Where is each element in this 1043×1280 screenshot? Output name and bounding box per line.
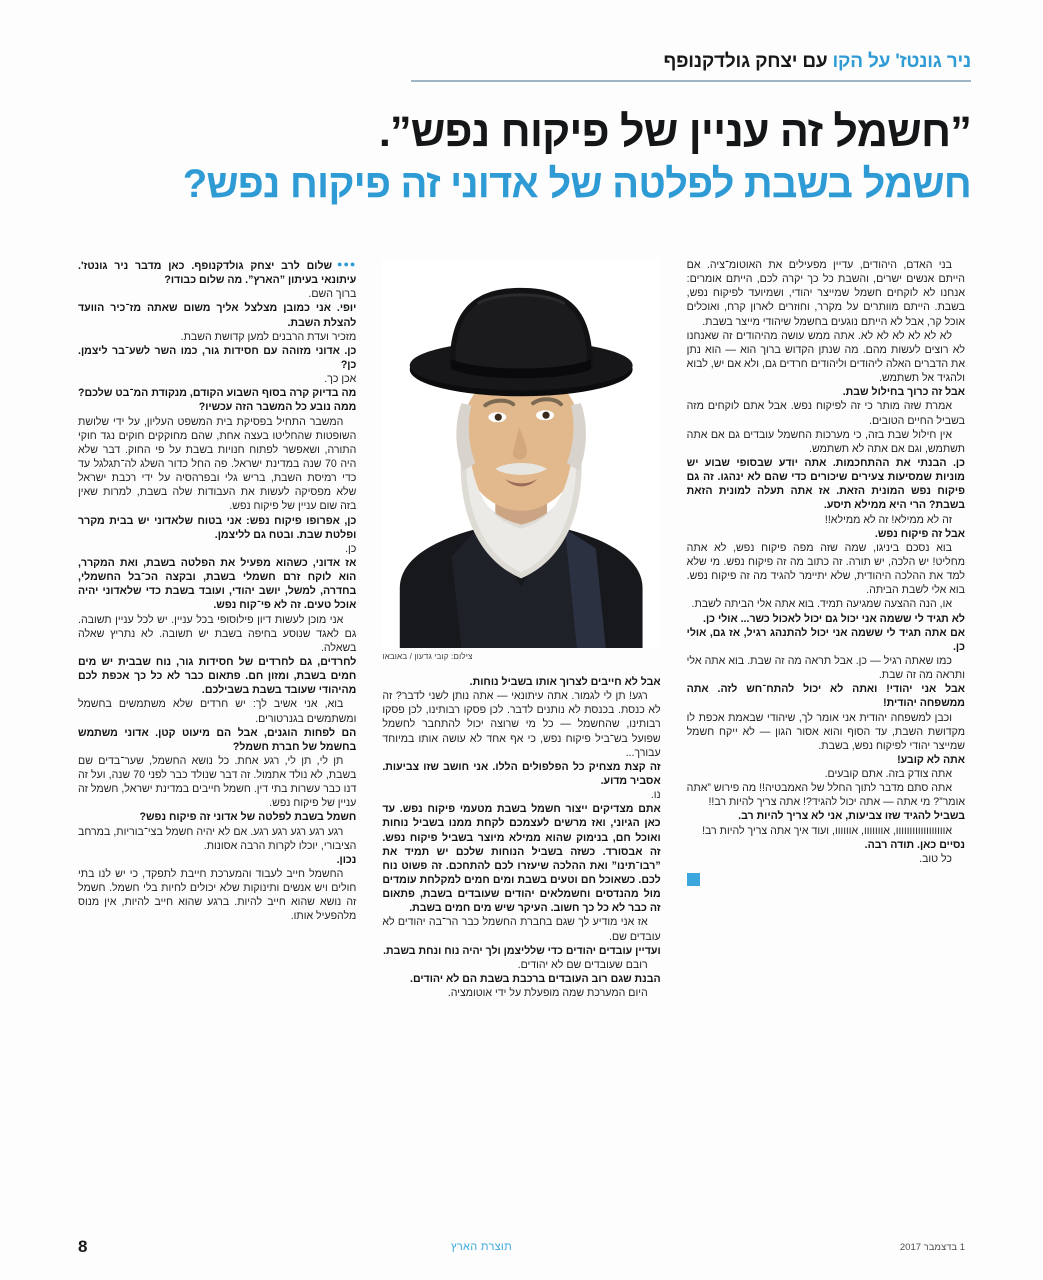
article-paragraph	[687, 682, 965, 710]
paragraph-text: אבל זה כרוך בחילול שבת.	[842, 386, 965, 399]
paragraph-text: זה קצת מצחיק כל הפלפולים הללו. אני חושב שזו צביעות. אסביר מדוע.	[382, 760, 661, 787]
paragraph-text: רובם שעובדים שם לא יהודים.	[517, 958, 648, 971]
paragraph-text: אתה צודק בזה. אתם קובעים.	[824, 768, 952, 781]
paragraph-text: אבל לא חייבים לצרוך אותו בשביל נוחות.	[469, 676, 661, 688]
paragraph-text: אז אדוני, כשהוא מפעיל את הפלטה בשבת, ואת המקרר, הוא לוקח זרם חשמלי בשבת, ובקצה הכ־בל החשמלי, בחדרה, למשל, יושב יהודי, ועובד בשבת כדי שלאדוני יהיה אוכל טעים. זה לא פי־קוח נפש.	[78, 556, 357, 612]
article-paragraph	[687, 612, 965, 626]
article-paragraph	[687, 513, 965, 527]
article-paragraph	[687, 258, 965, 329]
paragraph-text: אתם מצדיקים ייצור חשמל בשבת מטעמי פיקוח נפש. עד כאן הגיוני, ואז מרשים לעצמכם לקחת ממנו בשביל נוחות ואוכל חם, בנימוק שהוא ממילא מיוצר בשביל פיקוח נפש. זה אבסורד. כשזה בשביל הנוחות שלכם יש תמיד את ”רבו־תינו” ואת ההלכה שיעזרו לכם להתחכם. זה פשוט נוח לכם. כשאוכל חם וטעים בשבת ומים חמים למקלחת עומדים מול מהנדסים וחשמלאים יהודים שעובדים בשבת, פתאום זה כבר לא כל כך חשוב. העיקר שיש מים חמים בשבת.	[382, 803, 661, 915]
paragraph-text: אתה לא קובע!	[897, 753, 965, 766]
paragraph-text: אני מוכן לעשות דיון פילוסופי בכל עניין. יש לכל עניין תשובה. גם לאגד שנוסע בחיפה בשבת יש תשובה. לא נתריץ שאלה בשאלה.	[78, 613, 357, 654]
kicker-line	[411, 50, 971, 74]
paragraph-text: החשמל חייב לעבוד והמערכת חייבת לתפקד, כי יש לנו בתי חולים ויש אנשים ותינוקות שלא יכולים לחיות בלי חשמל. חשמל זה נושא שהוא חייב להיות. ברגע שהוא חייב להיות, אין מנוס מלהפעיל אותו.	[78, 868, 357, 923]
headline-block	[72, 108, 971, 208]
article-column-left	[687, 258, 965, 1208]
paragraph-text: כמו שאתה רגיל — כן. אבל תראה מה זה שבת. בוא אתה אלי ותראה מה זה שבת.	[686, 654, 965, 682]
photo-credit: צילום: קובי גדעון / באובאו	[382, 652, 473, 661]
paragraph-text: אבל זה פיקוח נפש.	[874, 527, 965, 540]
article-paragraph	[78, 655, 356, 697]
article-paragraph	[78, 301, 356, 329]
paragraph-text: כן. אדוני מזוהה עם חסידות גור, כמו השר לשע־בר ליצמן. כן?	[78, 344, 357, 371]
paragraph-text: בני האדם, היהודים, עדיין מפעילים את האוטומ־ציה. אם הייתם אנשים ישרים, והשבת כל כך יקרה לכם, הייתם אומרים: אנחנו לא לוקחים חשמל שמייצר יהודי, ושמיועד לפיקוח נפש, בשבת. הייתם מוותרים על מקרר, וחוזרים לארון קרח, ואוכלים אוכל קר, אבל לא הייתם נוגעים בחשמל שיהודי מייצר בשבת.	[686, 259, 965, 328]
article-paragraph	[78, 415, 356, 514]
article-paragraph	[78, 613, 356, 655]
article-column-middle	[382, 258, 660, 1208]
footer-page-number: 8	[78, 1237, 88, 1256]
article-end-marker	[687, 873, 700, 886]
paragraph-text: כל טוב.	[919, 852, 952, 865]
article-paragraph	[382, 788, 660, 802]
article-paragraph	[78, 386, 356, 414]
article-paragraph	[78, 287, 356, 301]
kicker-highlight: ניר גונטז' על הקו	[832, 51, 971, 72]
kicker-rest: עם יצחק גולדקנופף	[663, 51, 828, 72]
paragraph-text: ברוך השם.	[308, 288, 357, 301]
paragraph-text: אין חילול שבת בזה, כי מערכות החשמל עובדים גם אם אתה תשתמש, וגם אם אתה לא תשתמש.	[686, 428, 965, 455]
article-paragraph	[382, 972, 660, 986]
article-paragraph	[382, 986, 660, 1000]
paragraph-text: שלום לרב יצחק גולדקנופף. כאן מדבר ניר גונטז'. עיתונאי בעיתון ”הארץ”. מה שלום כבודו?	[78, 260, 357, 287]
article-paragraph	[78, 344, 356, 372]
paragraph-text: ועדיין עובדים יהודים כדי שלליצמן ולך יהיה נוח ונחת בשבת.	[383, 944, 661, 957]
article-paragraph	[78, 258, 356, 287]
article-paragraph	[687, 541, 965, 598]
paragraph-text: בשביל להגיד שזו צביעות, אני לא צריך להיות רב.	[738, 810, 965, 823]
article-paragraph	[78, 867, 356, 924]
article-paragraph	[687, 852, 965, 866]
paragraph-text: אתה סתם מדבר לתוך החלל של האמבטיה!! מה פירוש ”אתה אומר”? מי אתה — אתה יכול להגיד?! אתה צריך להיות רב!!	[686, 782, 965, 809]
article-paragraph	[78, 810, 356, 824]
article-paragraph	[687, 597, 965, 611]
article-paragraph	[382, 958, 660, 972]
paragraph-text: רגע רגע רגע רגע רגע. אם לא יהיה חשמל בצי־בוריות, במרחב הציבורי, יוכלו לקרות הרבה אסונות.	[78, 825, 357, 852]
paragraph-text: כן, אפרופו פיקוח נפש: אני בטוח שלאדוני יש בבית מקרר ופלטת שבת. ובטח גם לליצמן.	[78, 514, 357, 541]
article-columns	[78, 258, 965, 1208]
interviewee-portrait	[382, 258, 660, 648]
article-paragraph	[687, 824, 965, 838]
article-paragraph	[687, 428, 965, 456]
paragraph-text: לא תגיד לי ששמה אני יכול גם יכול לאכול כשר... אולי כן.	[703, 612, 965, 625]
article-paragraph	[687, 527, 965, 541]
paragraph-text: תן לי, תן לי, רגע אחת. כל נושא החשמל, שער־בדים שם בשבת, לא נולד אתמול. זה דבר שנולד כבר לפני 70 שנה, ועל זה דנו כבר עשרות בתי דין. חשמל חייבים במדינת ישראל, חשמל זה עניין של פיקוח נפש.	[78, 754, 357, 810]
article-paragraph	[687, 809, 965, 823]
article-paragraph	[687, 711, 965, 753]
article-paragraph	[78, 330, 356, 344]
paragraph-text: מה בדיוק קרה בסוף השבוע הקודם, מנקודת המ־בט שלכם? ממה נובע כל המשבר הזה עכשיו?	[78, 387, 357, 414]
paragraph-text: אם אתה תגיד לי ששמה אני יכול להתנהג רגיל, אז גם, אולי כן.	[686, 626, 965, 653]
page-footer	[78, 1236, 965, 1258]
article-paragraph	[687, 385, 965, 399]
article-paragraph	[687, 654, 965, 682]
paragraph-text: נכון.	[336, 853, 357, 866]
paragraph-text: בוא נסכם ביניגו, שמה שזה מפה פיקוח נפש, לא אתה מחליט! יש הלכה, יש תורה. זה כתוב מה זה פיקוח נפש. מי שלא למד את ההלכה היהודית, שלא יתיימר להגיד מה זה פיקוח נפש. בוא אלי לשבת הביתה.	[686, 541, 965, 597]
article-paragraph	[687, 753, 965, 767]
paragraph-text: נו.	[650, 789, 661, 802]
article-paragraph	[687, 456, 965, 513]
article-paragraph	[78, 726, 356, 754]
article-paragraph	[687, 781, 965, 809]
article-column-middle-text	[382, 675, 660, 1000]
headline-primary: ”חשמל זה עניין של פיקוח נפש”.	[378, 108, 971, 156]
article-paragraph	[78, 825, 356, 853]
paragraph-text: זה לא ממילא! זה לא ממילא!!	[824, 513, 952, 526]
paragraph-text: וכבן למשפחה יהודית אני אומר לך, שיהודי שבאמת אכפת לו מקדושת השבת, עד הסוף והוא אסור הגון — לא ייקח חשמל שמייצר יהודי לפיקוח נפש, בשבת.	[686, 711, 965, 752]
footer-brand: תוצרת הארץ	[451, 1241, 512, 1253]
paragraph-text: כן. הבנתי את ההתחכמות. אתה יודע שבסופי שבוע יש מוניות שמסיעות צעירים שיכורים כדי שהם לא ינהגו. זה גם פיקוח נפש המונית הזאת. אז אתה תעלה למונית הזאת בשבת? הרי היא ממילא תיסע.	[686, 456, 965, 512]
paragraph-text: חשמל בשבת לפלטה של אדוני זה פיקוח נפש?	[139, 811, 357, 824]
article-paragraph	[687, 767, 965, 781]
paragraph-text: אכן כך.	[324, 373, 357, 386]
article-paragraph	[687, 399, 965, 427]
paragraph-text: או, הנה ההצעה שמגיעה תמיד. בוא אתה אלי הביתה לשבת.	[691, 598, 952, 611]
article-paragraph	[78, 542, 356, 556]
article-paragraph	[382, 689, 660, 760]
paragraph-text: אז אני מודיע לך שגם בחברת החשמל כבר הר־בה יהודים לא עובדים שם.	[382, 916, 661, 943]
article-paragraph	[382, 944, 660, 958]
paragraph-text: לא לא לא לא לא לא. אתה ממש עושה מהיהודים זה שאנחנו לא רוצים לעשות מהם. מה שנתן הקדוש ברוך הוא — הוא נתן את הדברים האלה ליהודים וליהודים חרדים גם, ולא אם יש, לבוא ולהגיד אל תשתמש.	[686, 329, 965, 385]
paragraph-text: מזכיר ועדת הרבנים למען קדושת השבת.	[180, 330, 357, 343]
paragraph-text: יופי. אני כמובן מצלצל אליך משום שאתה מז־כיר הוועד להצלת השבת.	[78, 302, 357, 329]
kicker-divider	[411, 80, 971, 82]
article-paragraph	[78, 697, 356, 725]
article-paragraph	[78, 556, 356, 613]
article-paragraph	[78, 853, 356, 867]
article-paragraph	[78, 754, 356, 811]
paragraph-text: הם לפחות הוגנים, אבל הם מיעוט קטן. אדוני משתמש בחשמל של חברת חשמל?	[78, 726, 357, 753]
paragraph-text: המשבר התחיל בפסיקת בית המשפט העליון, על ידי שלושת השופטות שהחליטו בעצה אחת, שהם מחוקקים חוקים נגד חוקי התורה, ושאפשר לפתוח חנויות בשבת על פי החוק. דבר שלא היה 70 שנה במדינת ישראל. פה החל כדור השלג לה־תגלגל עד כדי רמיסת השבת, בריש גלי ובפרהסיה על ידי רכבת ישראל שלא מפסיקה לעשות את העבודות שלה בשבת, למרות שאין בזה שום עניין של פיקוח נפש.	[78, 415, 357, 513]
article-paragraph	[78, 514, 356, 542]
article-paragraph	[382, 675, 660, 689]
portrait-illustration	[382, 258, 660, 648]
article-paragraph	[382, 802, 660, 915]
article-column-right	[78, 258, 356, 1208]
paragraph-text: בוא, אני אשיב לך: יש חרדים שלא משתמשים בחשמל ומשתמשים בגנרטורים.	[78, 698, 357, 725]
paragraph-text: אוווווווווווווווווו, אווווווו, אוווווו, ועוד איך אתה צריך להיות רב!	[702, 824, 952, 837]
paragraph-text: נסיים כאן. תודה רבה.	[864, 838, 965, 851]
article-paragraph	[382, 915, 660, 943]
paragraph-text: אמרת שזה מותר כי זה לפיקוח נפש. אבל אתם לוקחים מזה בשביל החיים הטובים.	[686, 400, 965, 427]
paragraph-text: אבל אני יהודי! ואתה לא יכול להתח־חש לזה. אתה ממשפחה יהודית!	[686, 683, 965, 710]
paragraph-text: לחרדים, גם לחרדים של חסידות גור, נוח שבבית יש מים חמים בשבת, ומזון חם. פתאום כבר לא כל כך אכפת לכם מהיהודי שעובד בשבת בשבילכם.	[78, 655, 357, 697]
article-paragraph	[78, 372, 356, 386]
article-paragraph	[382, 760, 660, 788]
article-paragraph	[687, 626, 965, 654]
headline-secondary: חשמל בשבת לפלטה של אדוני זה פיקוח נפש?	[182, 162, 971, 207]
article-paragraph	[687, 838, 965, 852]
kicker-block	[411, 50, 971, 82]
paragraph-text: כן.	[345, 542, 357, 555]
lead-dots-marker: ●●●	[337, 259, 357, 269]
article-paragraph	[687, 329, 965, 386]
paragraph-text: הבנת שגם רוב העובדים ברכבת בשבת הם לא יהודים.	[410, 972, 661, 985]
paragraph-text: רגע! תן לי לגמור. אתה עיתונאי — אתה נותן לשני לדבר? זה לא כנסת. בכנסת לא נותנים לדבר. לכן פסקו רבותינו, לכן פסקו רבותינו, שהחשמל — כל מי שרוצה יכול להתחבר לחשמל שפועל בש־ביל פיקוח נפש, כי אף אחד לא עושה אותו במיוחד עבורך...	[382, 690, 661, 759]
paragraph-text: היום המערכת שמה מופעלת על ידי אוטומציה.	[447, 987, 648, 1000]
footer-date: 1 בדצמבר 2017	[899, 1241, 965, 1253]
